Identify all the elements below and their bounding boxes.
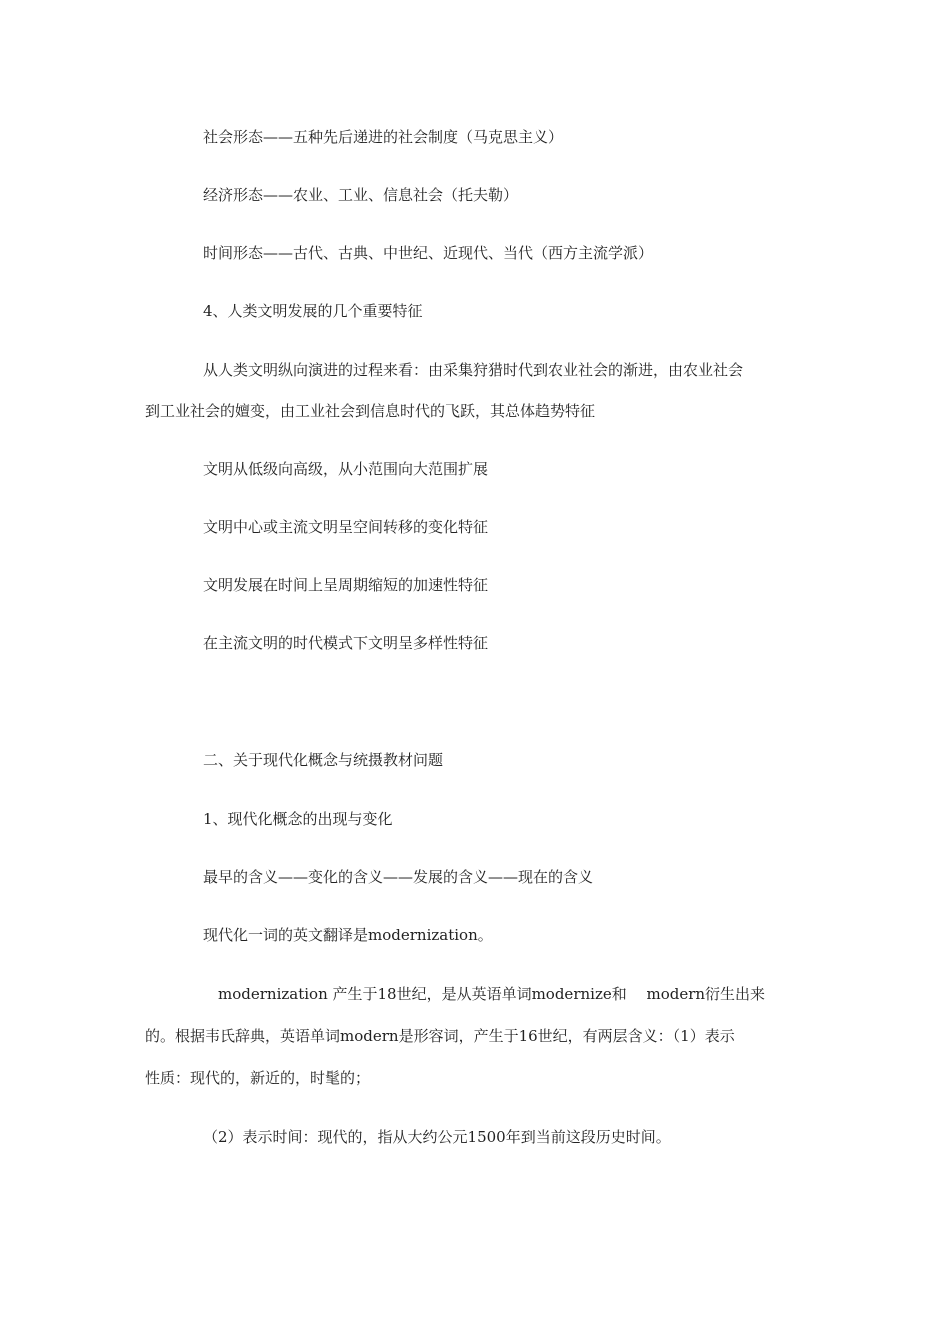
text-line-feature-4: 在主流文明的时代模式下文明呈多样性特征 [203,634,489,652]
paragraph-modernization-line3: 性质：现代的，新近的，时髦的； [145,1069,371,1087]
paragraph-modernization-line1: modernization 产生于18世纪，是从英语单词modernize和 modern衍生出来 [218,985,766,1003]
text-line-economic-form: 经济形态——农业、工业、信息社会（托夫勒） [203,186,519,204]
paragraph-civilization-line1: 从人类文明纵向演进的过程来看：由采集狩猎时代到农业社会的渐进，由农业社会 [203,361,744,379]
paragraph-civilization-line2: 到工业社会的嬗变，由工业社会到信息时代的飞跃，其总体趋势特征 [145,402,596,420]
text-line-feature-1: 文明从低级向高级，从小范围向大范围扩展 [203,460,489,478]
section-heading-1: 1、现代化概念的出现与变化 [203,810,393,828]
section-heading-4: 4、人类文明发展的几个重要特征 [203,302,423,320]
text-line-time-form: 时间形态——古代、古典、中世纪、近现代、当代（西方主流学派） [203,244,654,262]
text-line-feature-3: 文明发展在时间上呈周期缩短的加速性特征 [203,576,489,594]
paragraph-modernization-line2: 的。根据韦氏辞典，英语单词modern是形容词，产生于16世纪，有两层含义：（1）表示 [145,1027,735,1045]
text-line-social-form: 社会形态——五种先后递进的社会制度（马克思主义） [203,128,564,146]
text-line-time-meaning: （2）表示时间：现代的，指从大约公元1500年到当前这段历史时间。 [203,1128,671,1146]
text-line-translation: 现代化一词的英文翻译是modernization。 [203,926,493,944]
text-line-meanings: 最早的含义——变化的含义——发展的含义——现在的含义 [203,868,594,886]
text-line-feature-2: 文明中心或主流文明呈空间转移的变化特征 [203,518,489,536]
section-heading-2: 二、关于现代化概念与统摄教材问题 [203,751,444,769]
